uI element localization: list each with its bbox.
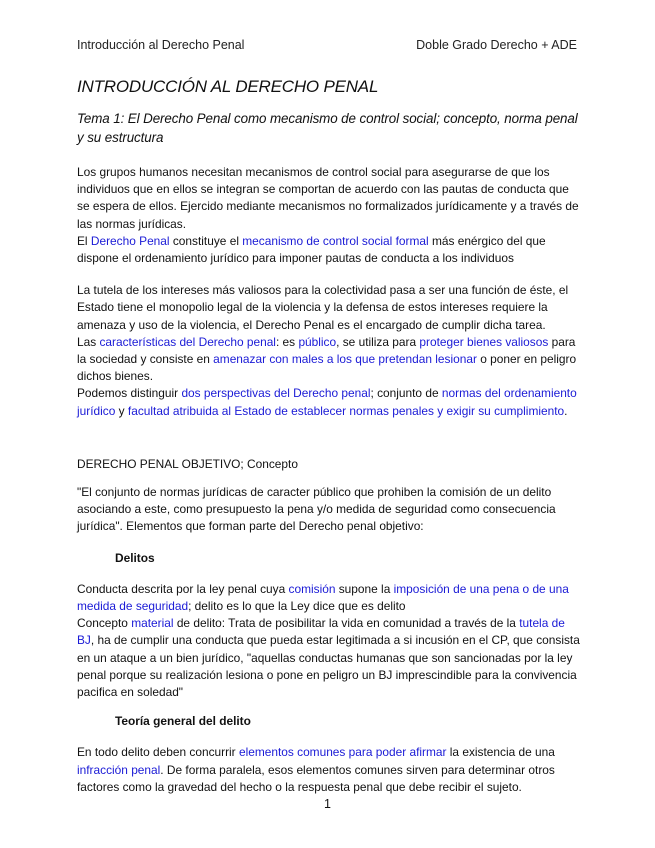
- highlight-infraccion: infracción penal: [77, 762, 161, 777]
- document-title: INTRODUCCIÓN AL DERECHO PENAL: [77, 77, 379, 96]
- paragraph-tutela: La tutela de los intereses más valiosos para la colectividad pasa a ser una función de éste, el Estado tiene el monopolio legal de la violencia y la defensa de estos intereses requiere la amenaza y uso de la violencia, el Derecho Penal es el encargado de cumplir dicha tarea.: [77, 283, 569, 332]
- highlight-proteger: proteger bienes valiosos: [419, 334, 549, 349]
- highlight-perspectivas: dos perspectivas del Derecho penal: [181, 386, 371, 401]
- paragraph-teoria: En todo delito deben concurrir elementos comunes para poder afirmar la existencia de una infracción penal. De forma paralela, esos elementos comunes sirven para determinar otros factores como la gravedad del hecho o la respuesta penal que debe recibir el sujeto.: [77, 745, 555, 794]
- header-course-title: Introducción al Derecho Penal: [77, 38, 245, 52]
- section-heading-objetivo: DERECHO PENAL OBJETIVO; Concepto: [77, 456, 298, 471]
- tutela-paragraph: [77, 282, 580, 420]
- subheading-delitos: Delitos: [115, 550, 155, 565]
- highlight-amenazar: amenazar con males a los que pretendan lesionar: [213, 352, 477, 367]
- paragraph-conducta: Conducta descrita por la ley penal cuya comisión supone la imposición de una pena o de una medida de seguridad; delito es lo que la Ley dice que es delito: [77, 581, 569, 614]
- paragraph-derecho-penal: El Derecho Penal constituye el mecanismo de control social formal más enérgico del que dispone el ordenamiento jurídico para imponer pautas de conducta a los individuos: [77, 233, 546, 266]
- highlight-material: material: [131, 616, 174, 631]
- highlight-elementos: elementos comunes para poder afirmar: [238, 745, 447, 760]
- page-number: 1: [324, 797, 331, 811]
- topic-title: Tema 1: El Derecho Penal como mecanismo de control social; concepto, norma penal y su estructura: [77, 111, 578, 145]
- paragraph-definicion: "El conjunto de normas jurídicas de caracter público que prohiben la comisión de un delito asociando a este, como presupuesto la pena y/o medida de seguridad como consecuencia jurídica". Elementos que forman parte del Derecho penal objetivo:: [77, 485, 556, 534]
- document-body: [77, 75, 580, 796]
- highlight-comision: comisión: [288, 581, 336, 596]
- subheading-teoria: Teoría general del delito: [115, 714, 251, 729]
- highlight-derecho-penal: Derecho Penal: [90, 233, 170, 248]
- highlight-tutela-bj: tutela de BJ: [77, 616, 565, 648]
- highlight-normas: normas del ordenamiento jurídico: [77, 386, 577, 418]
- highlight-publico: público: [298, 334, 337, 349]
- intro-paragraph: [77, 164, 580, 267]
- section-derecho-penal-objetivo: [77, 456, 580, 536]
- paragraph-control-social: Los grupos humanos necesitan mecanismos de control social para asegurarse de que los individuos que en ellos se integran se comportan de acuerdo con las pautas de conducta que se espera de ellos. Ejercido mediante mecanismos no formalizados jurídicamente y a través de las normas jurídicas.: [77, 165, 579, 231]
- highlight-mecanismo: mecanismo de control social formal: [242, 233, 429, 248]
- paragraph-perspectivas: Podemos distinguir dos perspectivas del Derecho penal; conjunto de normas del ordenamiento jurídico y facultad atribuida al Estado de establecer normas penales y exigir su cumplimiento.: [77, 386, 577, 418]
- header-degree: Doble Grado Derecho + ADE: [416, 38, 577, 52]
- paragraph-caracteristicas: Las características del Derecho penal: es público, se utiliza para proteger bienes valiosos para la sociedad y consiste en amenazar con males a los que pretendan lesionar o poner en peligro dichos bienes.: [77, 334, 577, 384]
- highlight-caracteristicas: características del Derecho penal: [99, 334, 276, 349]
- delitos-body: [77, 581, 580, 701]
- highlight-facultad: facultad atribuida al Estado de establecer normas penales y exigir su cumplimiento: [127, 403, 565, 418]
- highlight-imposicion: imposición de una pena o de una medida de seguridad: [77, 581, 569, 614]
- paragraph-concepto-material: Concepto material de delito: Trata de posibilitar la vida en comunidad a través de la tutela de BJ, ha de cumplir una conducta que pueda estar legitimada a si incusión en el CP, que consista en un ataque a un bien jurídico, "aquellas conductas humanas que son sancionadas por la ley penal porque su realización lesiona o pone en peligro un BJ imprescindible para la convivencia pacifica en soledad": [77, 616, 580, 700]
